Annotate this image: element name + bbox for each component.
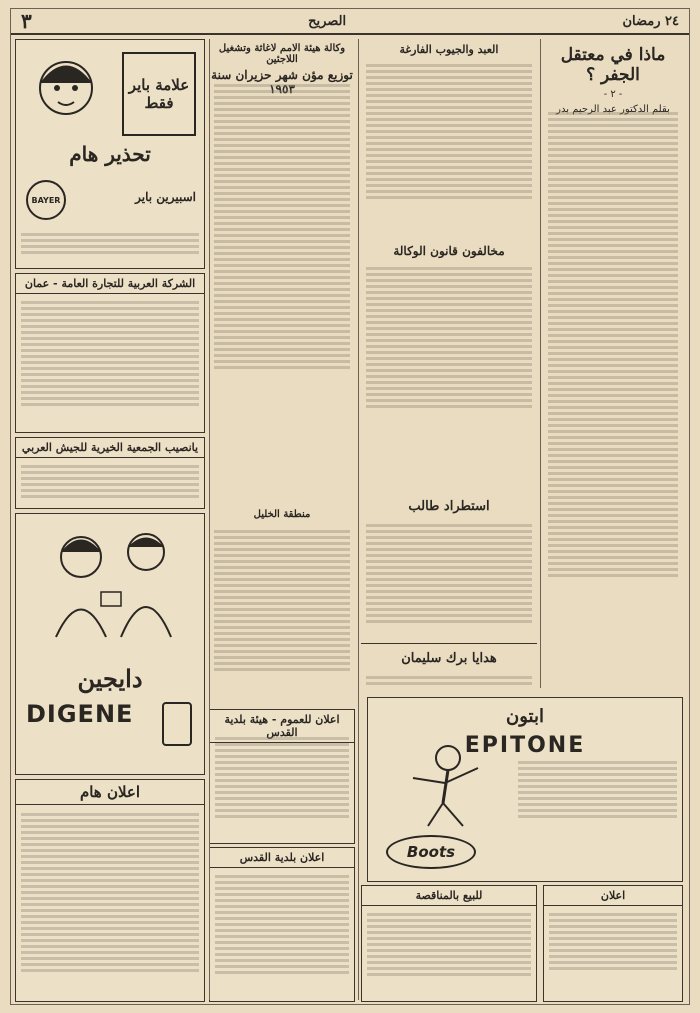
- article-jafr-title: ماذا في معتقل الجفر ؟: [560, 45, 666, 85]
- arab-trading-company-ad: [15, 273, 205, 433]
- headline-slaves-empty-pockets: العبد والجيوب الفارغة: [399, 43, 499, 56]
- digene-jar-icon: [162, 702, 192, 746]
- boots-brand: Boots: [406, 843, 456, 861]
- notice-title: اعلان: [544, 886, 682, 906]
- jerusalem-municipality-notice: [209, 847, 355, 1002]
- epitone-ad-text: [518, 758, 677, 821]
- couple-illustration-icon: [26, 522, 196, 642]
- headline-student-digression: استطراد طالب: [408, 499, 490, 514]
- table-hebron-title: منطقة الخليل: [253, 509, 311, 520]
- woman-illustration-icon: [26, 48, 106, 138]
- jerusalem-municipality-notice-title: اعلان بلدية القدس: [210, 848, 354, 868]
- digene-ad: [15, 513, 205, 775]
- newspaper-page: [10, 8, 690, 1005]
- army-charity-lottery-ad: [15, 437, 205, 509]
- page-number: ٣: [21, 9, 32, 33]
- article-jafr-body: [548, 109, 678, 580]
- bayer-cross-logo: BAYER: [26, 180, 66, 220]
- army-charity-lottery-title: يانصيب الجمعية الخيرية للجيش العربي: [16, 438, 204, 458]
- bayer-aspirin-ad: [15, 39, 205, 269]
- notice-box: [543, 885, 683, 1002]
- bayer-slogan: علامة باير فقط: [122, 52, 196, 136]
- important-notice-ad: [15, 779, 205, 1002]
- epitone-arabic-name: ابتون: [506, 706, 544, 727]
- boots-logo: [386, 835, 476, 869]
- digene-arabic-name: دايجين: [77, 664, 143, 693]
- bayer-warning: تحذير هام: [69, 142, 151, 166]
- jerusalem-public-notice-title: اعلان للعموم - هيئة بلدية القدس: [210, 710, 354, 743]
- tender-box: [361, 885, 537, 1002]
- man-illustration-icon: [388, 738, 498, 828]
- epitone-ad: [367, 697, 683, 882]
- digene-latin-name: DIGENE: [26, 700, 134, 728]
- headline-solomon-pools-gifts: هدايا برك سليمان: [401, 651, 497, 666]
- middle-column: [361, 39, 537, 688]
- issue-date: ٢٤ رمضان: [622, 13, 679, 29]
- tender-title: للبيع بالمناقصة: [362, 886, 536, 906]
- important-notice-title: اعلان هام: [16, 780, 204, 805]
- jerusalem-public-notice: [209, 709, 355, 844]
- epitone-latin-name: EPITONE: [464, 733, 586, 758]
- article-jafr-byline: بقلم الدكتور عبد الرحيم بدر: [556, 104, 670, 115]
- unrwa-column: [209, 39, 355, 704]
- newspaper-name: الصريح: [308, 13, 347, 29]
- aspirin-name: اسبيرين باير: [135, 190, 196, 204]
- headline-agency-law-violators: مخالفون قانون الوكالة: [393, 244, 505, 258]
- article-jafr-part: - ٢ -: [603, 89, 623, 100]
- arab-trading-company-title: الشركة العربية للتجارة العامة - عمان: [16, 274, 204, 294]
- masthead: [11, 9, 689, 35]
- headline-june-distribution: توزيع مؤن شهر حزيران سنة ١٩٥٣: [211, 68, 353, 96]
- headline-unrwa: وكالة هيئة الامم لاغاثة وتشغيل اللاجئين: [218, 43, 346, 65]
